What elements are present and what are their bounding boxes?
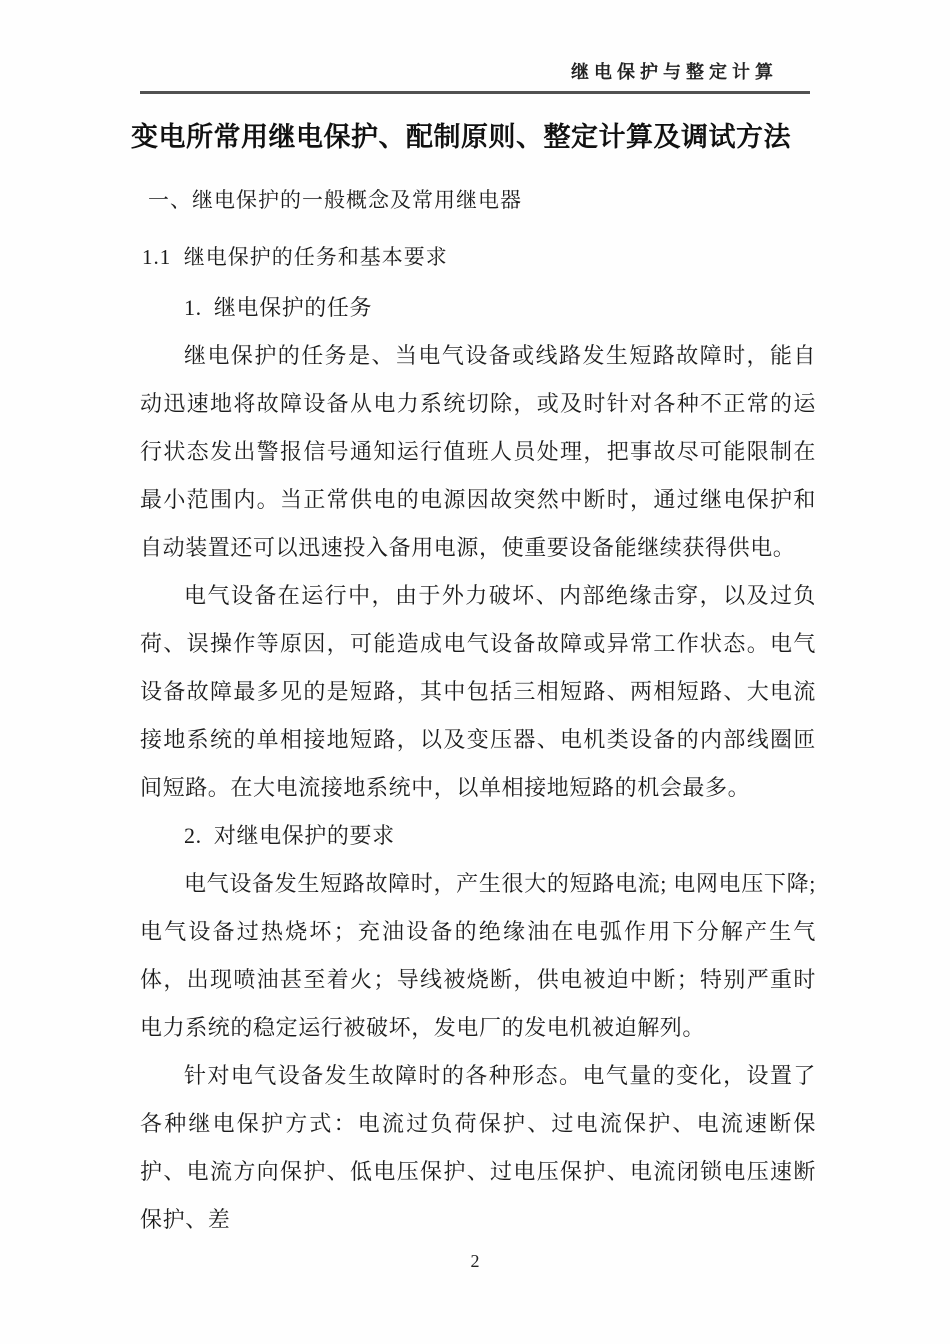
page-number: 2 [470,1251,480,1271]
paragraph: 针对电气设备发生故障时的各种形态。电气量的变化，设置了各种继电保护方式：电流过负荷保护、过电流保护、电流速断保护、电流方向保护、低电压保护、过电压保护、电流闭锁电压速断保护、差 [140,1063,816,1233]
paragraph: 电气设备发生短路故障时，产生很大的短路电流; 电网电压下降; 电气设备过热烧坏；充油设备的绝缘油在电弧作用下分解产生气体，出现喷油甚至着火；导线被烧断，供电被迫中断；特别严重时电力系统的稳定运行被破坏，发电厂的发电机被迫解列。 [140,871,816,1041]
numbered-heading: 2. 对继电保护的要求 [184,823,395,849]
paragraph: 继电保护的任务是、当电气设备或线路发生短路故障时，能自动迅速地将故障设备从电力系统切除，或及时针对各种不正常的运行状态发出警报信号通知运行值班人员处理，把事故尽可能限制在最小范围内。当正常供电的电源因故突然中断时，通过继电保护和自动装置还可以迅速投入备用电源，使重要设备能继续获得供电。 [140,343,816,561]
numbered-heading: 1. 继电保护的任务 [184,295,373,321]
paragraph: 电气设备在运行中，由于外力破坏、内部绝缘击穿，以及过负荷、误操作等原因，可能造成电气设备故障或异常工作状态。电气设备故障最多见的是短路，其中包括三相短路、两相短路、大电流接地系统的单相接地短路，以及变压器、电机类设备的内部线圈匝间短路。在大电流接地系统中，以单相接地短路的机会最多。 [140,583,816,801]
body-text [140,284,816,1244]
section-heading: 一、继电保护的一般概念及常用继电器 [148,188,522,213]
page-header [140,58,810,94]
document-title: 变电所常用继电保护、配制原则、整定计算及调试方法 [131,122,791,152]
running-title: 继电保护与整定计算 [571,62,778,82]
subsection-heading: 1.1 继电保护的任务和基本要求 [142,245,448,270]
